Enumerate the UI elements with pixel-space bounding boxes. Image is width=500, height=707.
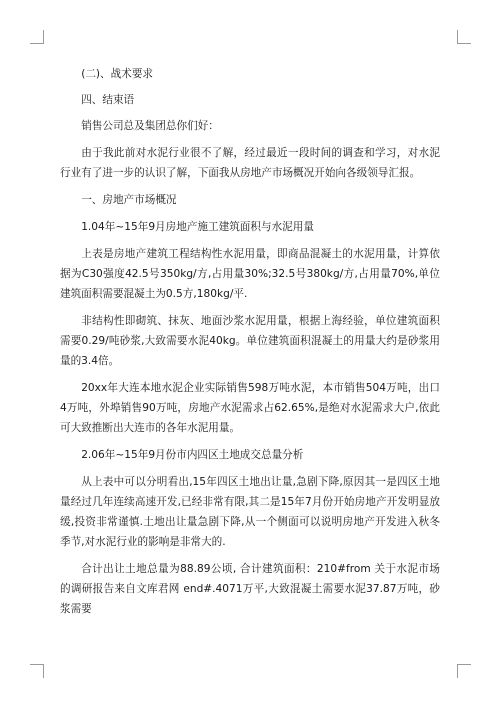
paragraph-structural-usage: 上表是房地产建筑工程结构性水泥用量，即商品混凝土的水泥用量，计算依据为C30强度42.5号350kg/方,占用量30%;32.5号380kg/方,占用量70%,单位建筑面积需要混凝土为0.5方,180kg/平. [60, 248, 440, 300]
crop-mark-bottom-left [30, 664, 44, 678]
subheading-area-cement: 1.04年~15年9月房地产施工建筑面积与水泥用量 [81, 221, 314, 233]
crop-mark-top-left [30, 30, 44, 44]
paragraph-land-total: 合计出让土地总量为88.89公顷, 合计建筑面积：210#from 关于水泥市场的调研报告来自文库君网 end#.4071万平,大致混凝土需要水泥37.87万吨，砂浆需要 [60, 563, 440, 615]
section-heading-market: 一、房地产市场概况 [81, 194, 177, 206]
salutation: 销售公司总及集团总你们好： [81, 120, 219, 132]
paragraph-intro: 由于我此前对水泥行业很不了解，经过最近一段时间的调查和学习，对水泥行业有了进一步的认识了解，下面我从房地产市场概况开始向各级领导汇报。 [60, 147, 440, 179]
subheading-land-transactions: 2.06年~15年9月份市内四区土地成交总量分析 [81, 449, 304, 461]
paragraph-sales-2015: 20xx年大连本地水泥企业实际销售598万吨水泥，本市销售504万吨，出口4万吨，外埠销售90万吨，房地产水泥需求占62.65%,是绝对水泥需求大户,依此可大致推断出大连市的各年水泥用量。 [60, 382, 440, 434]
crop-mark-bottom-right [457, 664, 471, 678]
crop-mark-top-right [457, 30, 471, 44]
section-heading-tactics: (二)、战术要求 [81, 68, 154, 80]
paragraph-land-analysis: 从上表中可以分明看出,15年四区土地出让量,急剧下降,原因其一是四区土地量经过几年连续高速开发,已经非常有限,其二是15年7月份开始房地产开发明显放缓,投资非常谨慎.土地出让量急剧下降,从一个侧面可以说明房地产开发进入秋冬季节,对水泥行业的影响是非常大的. [60, 476, 440, 548]
section-heading-conclusion: 四、结束语 [81, 94, 135, 106]
document-body [60, 64, 440, 626]
paragraph-nonstructural-usage: 非结构性即砌筑、抹灰、地面沙浆水泥用量，根据上海经验，单位建筑面积需要0.29/吨砂浆,大致需要水泥40kg。单位建筑面积混凝土的用量大约是砂浆用量的3.4倍。 [60, 315, 440, 367]
